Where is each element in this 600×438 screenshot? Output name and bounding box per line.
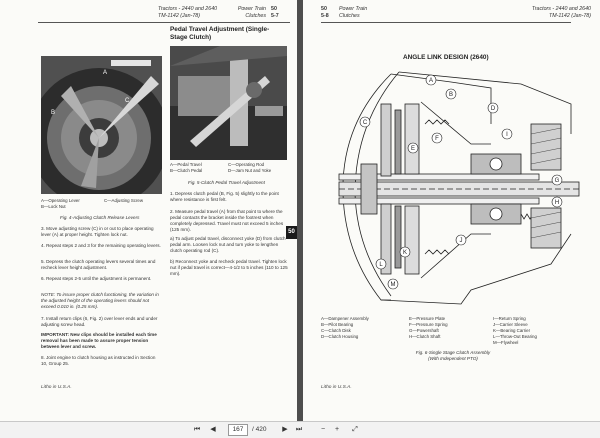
right-page-number: 50 — [321, 6, 327, 12]
fig5-legend-c: C—Operating Rod — [228, 162, 265, 167]
important-notice: IMPORTANT: New clips should be installed each time removal has been made to assure proper tension between lever and screw. — [41, 332, 157, 349]
diagram-label-k: K — [402, 250, 408, 256]
diagram-label-a: A — [428, 78, 434, 84]
next-page-button[interactable]: ▶ — [282, 426, 288, 433]
fig4-legend-b: B—Lock Nut — [41, 204, 66, 209]
fig4-legend-left — [41, 198, 101, 210]
right-subsection-name: Clutches — [339, 13, 360, 19]
left-footer: Litho in U.S.A. — [41, 385, 72, 390]
right-section-name: Power Train — [339, 6, 368, 12]
pedal-image — [170, 46, 287, 160]
pedal-step-2b: b) Reconnect yoke and recheck pedal travel. Tighten lock nut if pedal travel is correct—4-1/2 to 5 inches (110 to 125 mm). — [170, 259, 288, 276]
fig6-caption-line2: (With Independent PTO) — [428, 356, 478, 361]
right-header-title — [491, 6, 591, 20]
fig6-legend-a: A—Dampener Assembly — [321, 316, 369, 321]
left-header-line1: Tractors - 2440 and 2640 — [158, 6, 218, 12]
left-page-number: 50 — [271, 6, 277, 12]
diagram-label-g: G — [554, 178, 560, 184]
last-page-button[interactable]: ⏭ — [295, 426, 303, 433]
diagram-label-l: L — [379, 262, 383, 268]
fig6-caption-line1: Fig. 6-Single Stage Clutch Assembly — [415, 350, 491, 355]
fig5-legend-right — [228, 162, 288, 174]
right-page — [303, 0, 600, 421]
left-page — [0, 0, 297, 421]
step-6: 6. Repeat steps 2-5 until the adjustment is permanent. — [41, 276, 152, 281]
fit-page-button[interactable]: ⤢ — [352, 426, 358, 433]
step-7: 7. Install return clips (6, Fig. 2) over lever ends and under adjusting screw head. — [41, 316, 158, 327]
step-5: 5. Depress the clutch operating levers several times and recheck lever height adjustment. — [41, 259, 156, 270]
right-header-rule — [321, 22, 571, 23]
fig6-legend-col1 — [321, 316, 399, 340]
fig6-caption — [393, 350, 513, 362]
left-header-numbers — [271, 6, 291, 20]
pedal-section-title: Pedal Travel Adjustment (Single-Stage Clutch) — [170, 26, 270, 41]
left-header-rule — [38, 22, 290, 23]
diagram-label-b: B — [448, 92, 454, 98]
fig5-legend-b: B—Clutch Pedal — [170, 168, 203, 173]
fig5-caption: Fig. 5-Clutch Pedal Travel Adjustment — [188, 180, 265, 185]
diagram-label-c: C — [362, 120, 368, 126]
clutch-lever-photo — [41, 56, 162, 194]
fig4-legend-right — [104, 198, 164, 204]
fig6-legend-b: B—Pilot Bearing — [321, 322, 354, 327]
left-sub-number: 5-7 — [271, 13, 279, 19]
clutch-cross-section-diagram — [321, 64, 583, 312]
diagram-label-m: M — [390, 282, 396, 288]
diagram-label-h: H — [554, 200, 560, 206]
left-gutter-tab: 50 — [286, 226, 297, 239]
diagram-label-e: E — [410, 146, 416, 152]
fig6-legend-l: L—Throw-Out Bearing — [493, 334, 537, 339]
fig6-legend-g: G—Powershaft — [409, 328, 439, 333]
fig6-legend-j: J—Carrier Sleeve — [493, 322, 528, 327]
note: NOTE: To insure proper clutch functioning, the variation in the adjusted height of the operating levers should not exceed 0.010 in. (0.25 mm). — [41, 292, 159, 309]
fig4-caption: Fig. 4-Adjusting Clutch Release Levers — [60, 215, 140, 220]
fig6-legend-h: H—Clutch Shaft — [409, 334, 441, 339]
diagram-title: ANGLE LINK DESIGN (2640) — [403, 54, 489, 61]
page-total-label: / 420 — [252, 426, 267, 433]
fig6-legend-k: K—Bearing Carrier — [493, 328, 531, 333]
right-footer: Litho in U.S.A. — [321, 385, 352, 390]
diagram-label-j: J — [459, 238, 463, 244]
left-header-line2: TM-1142 (Jan-78) — [158, 13, 200, 19]
fig5-legend-left — [170, 162, 228, 174]
photo-mark-c: C — [125, 98, 130, 104]
pedal-step-2a: a) To adjust pedal travel, disconnect yoke (D) from clutch pedal arm. Loosen lock nut and turn yoke to lengthen clutch operating rod (C). — [170, 236, 286, 253]
fig6-legend-c: C—Clutch Disk — [321, 328, 351, 333]
fig6-legend-m: M—Flywheel — [493, 340, 519, 345]
right-header-line1: Tractors - 2440 and 2640 — [531, 6, 591, 12]
diagram-label-f: F — [435, 136, 439, 142]
pedal-step-1: 1. Depress clutch pedal (B, Fig. 5) slightly to the point where resistance is first felt. — [170, 191, 279, 202]
fig4-legend-a: A—Operating Lever — [41, 198, 80, 203]
left-subsection-name: Clutches — [245, 13, 266, 19]
right-header-section — [339, 6, 399, 20]
pedal-photo — [170, 46, 287, 160]
photo-mark-a: A — [103, 70, 108, 76]
fig6-legend-col2 — [409, 316, 487, 340]
fig6-legend-f: F—Pressure Spring — [409, 322, 448, 327]
fig4-legend-c: C—Adjusting Screw — [104, 198, 144, 203]
fig5-legend-d: D—Jam Nut and Yoke — [228, 168, 272, 173]
zoom-in-button[interactable]: + — [334, 426, 340, 433]
page-navigation-bar — [0, 421, 600, 438]
fig6-legend-col3 — [493, 316, 583, 346]
left-header-section — [226, 6, 266, 20]
page-number-input[interactable]: 167 — [228, 424, 248, 436]
pedal-step-2: 2. Measure pedal travel (A) from that point to where the pedal contacts the bracket inside the footrest when completely depressed. Travel must not exceed 5 inches (125 mm). — [170, 209, 284, 232]
clutch-lever-image — [41, 56, 162, 194]
right-sub-number: 5-8 — [321, 13, 329, 19]
first-page-button[interactable]: ⏮ — [193, 426, 201, 433]
step-8: 8. Joint engine to clutch housing as instructed in Section 10, Group 25. — [41, 355, 156, 366]
right-header-line2: TM-1142 (Jan-78) — [549, 13, 591, 19]
right-header-numbers — [321, 6, 337, 20]
diagram-label-i: I — [506, 132, 508, 138]
photo-mark-b: B — [51, 110, 56, 116]
fig5-legend-a: A—Pedal Travel — [170, 162, 202, 167]
step-3: 3. Move adjusting screw (C) in or out to place operating lever (A) at proper height. Tighten lock nut. — [41, 226, 154, 237]
step-4: 4. Repeat steps 2 and 3 for the remaining operating levers. — [41, 243, 161, 248]
fig6-legend-e: E—Pressure Plate — [409, 316, 446, 321]
diagram-label-d: D — [490, 106, 496, 112]
previous-page-button[interactable]: ◀ — [210, 426, 216, 433]
left-section-name: Power Train — [237, 6, 266, 12]
zoom-out-button[interactable]: − — [320, 426, 326, 433]
fig6-legend-d: D—Clutch Housing — [321, 334, 359, 339]
fig6-legend-i: I—Return Spring — [493, 316, 526, 321]
